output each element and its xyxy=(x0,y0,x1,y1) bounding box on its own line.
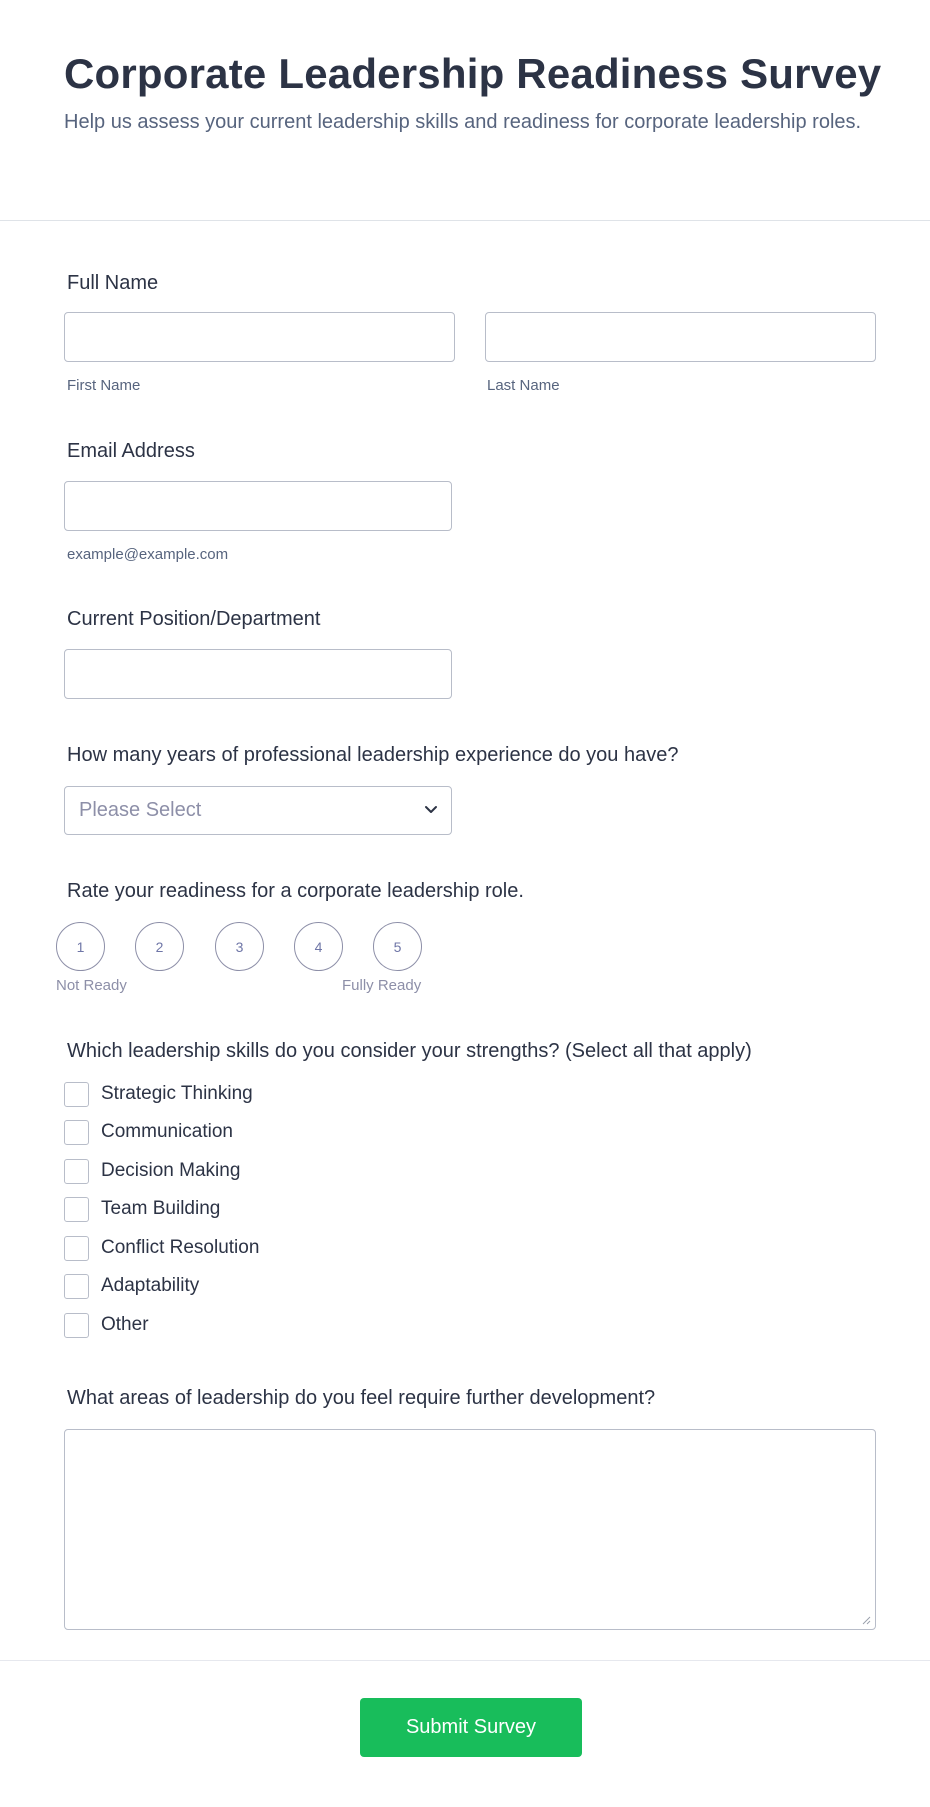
checkbox[interactable] xyxy=(64,1197,89,1222)
last-name-sublabel: Last Name xyxy=(487,377,560,394)
checkbox[interactable] xyxy=(64,1159,89,1184)
rating-high-label: Fully Ready xyxy=(342,977,422,994)
experience-select-value: Please Select xyxy=(79,799,202,821)
experience-label: How many years of professional leadership experience do you have? xyxy=(67,744,679,766)
checkbox[interactable] xyxy=(64,1313,89,1338)
submit-button[interactable]: Submit Survey xyxy=(360,1698,582,1757)
position-label: Current Position/Department xyxy=(67,608,321,630)
position-input[interactable] xyxy=(64,649,452,699)
checkbox-label: Decision Making xyxy=(101,1160,241,1181)
skill-option-team-building[interactable] xyxy=(64,1196,220,1222)
skill-option-decision-making[interactable] xyxy=(64,1158,240,1184)
full-name-label: Full Name xyxy=(67,272,159,294)
footer-divider xyxy=(0,1660,930,1661)
email-input[interactable] xyxy=(64,481,452,531)
checkbox-label: Strategic Thinking xyxy=(101,1083,253,1104)
first-name-input[interactable] xyxy=(64,312,455,362)
page-title: Corporate Leadership Readiness Survey xyxy=(64,50,882,97)
skill-option-communication[interactable] xyxy=(64,1119,233,1145)
rating-option-4[interactable]: 4 xyxy=(294,922,343,971)
rating-option-1[interactable]: 1 xyxy=(56,922,105,971)
skill-option-conflict-resolution[interactable] xyxy=(64,1235,259,1261)
checkbox[interactable] xyxy=(64,1120,89,1145)
page-subtitle: Help us assess your current leadership skills and readiness for corporate leadership roles. xyxy=(64,111,862,133)
skills-label: Which leadership skills do you consider your strengths? (Select all that apply) xyxy=(67,1040,752,1062)
skill-option-strategic-thinking[interactable] xyxy=(64,1081,253,1107)
chevron-down-icon xyxy=(423,804,439,816)
checkbox-label: Adaptability xyxy=(101,1275,200,1296)
last-name-input[interactable] xyxy=(485,312,876,362)
rating-option-5[interactable]: 5 xyxy=(373,922,422,971)
form-header xyxy=(0,0,930,221)
rating-low-label: Not Ready xyxy=(56,977,127,994)
skill-option-other[interactable] xyxy=(64,1312,149,1338)
resize-handle-icon[interactable] xyxy=(861,1615,871,1625)
rating-option-3[interactable]: 3 xyxy=(215,922,264,971)
experience-select[interactable] xyxy=(64,786,452,835)
skill-option-adaptability[interactable] xyxy=(64,1273,199,1299)
development-label: What areas of leadership do you feel require further development? xyxy=(67,1387,656,1409)
checkbox[interactable] xyxy=(64,1082,89,1107)
rating-label: Rate your readiness for a corporate leadership role. xyxy=(67,880,524,902)
checkbox-label: Conflict Resolution xyxy=(101,1237,260,1258)
email-label: Email Address xyxy=(67,440,195,462)
checkbox[interactable] xyxy=(64,1236,89,1261)
first-name-sublabel: First Name xyxy=(67,377,141,394)
development-textarea[interactable] xyxy=(64,1429,876,1630)
checkbox-label: Other xyxy=(101,1314,149,1335)
checkbox[interactable] xyxy=(64,1274,89,1299)
checkbox-label: Team Building xyxy=(101,1198,221,1219)
checkbox-label: Communication xyxy=(101,1121,233,1142)
email-sublabel: example@example.com xyxy=(67,546,229,563)
rating-option-2[interactable]: 2 xyxy=(135,922,184,971)
